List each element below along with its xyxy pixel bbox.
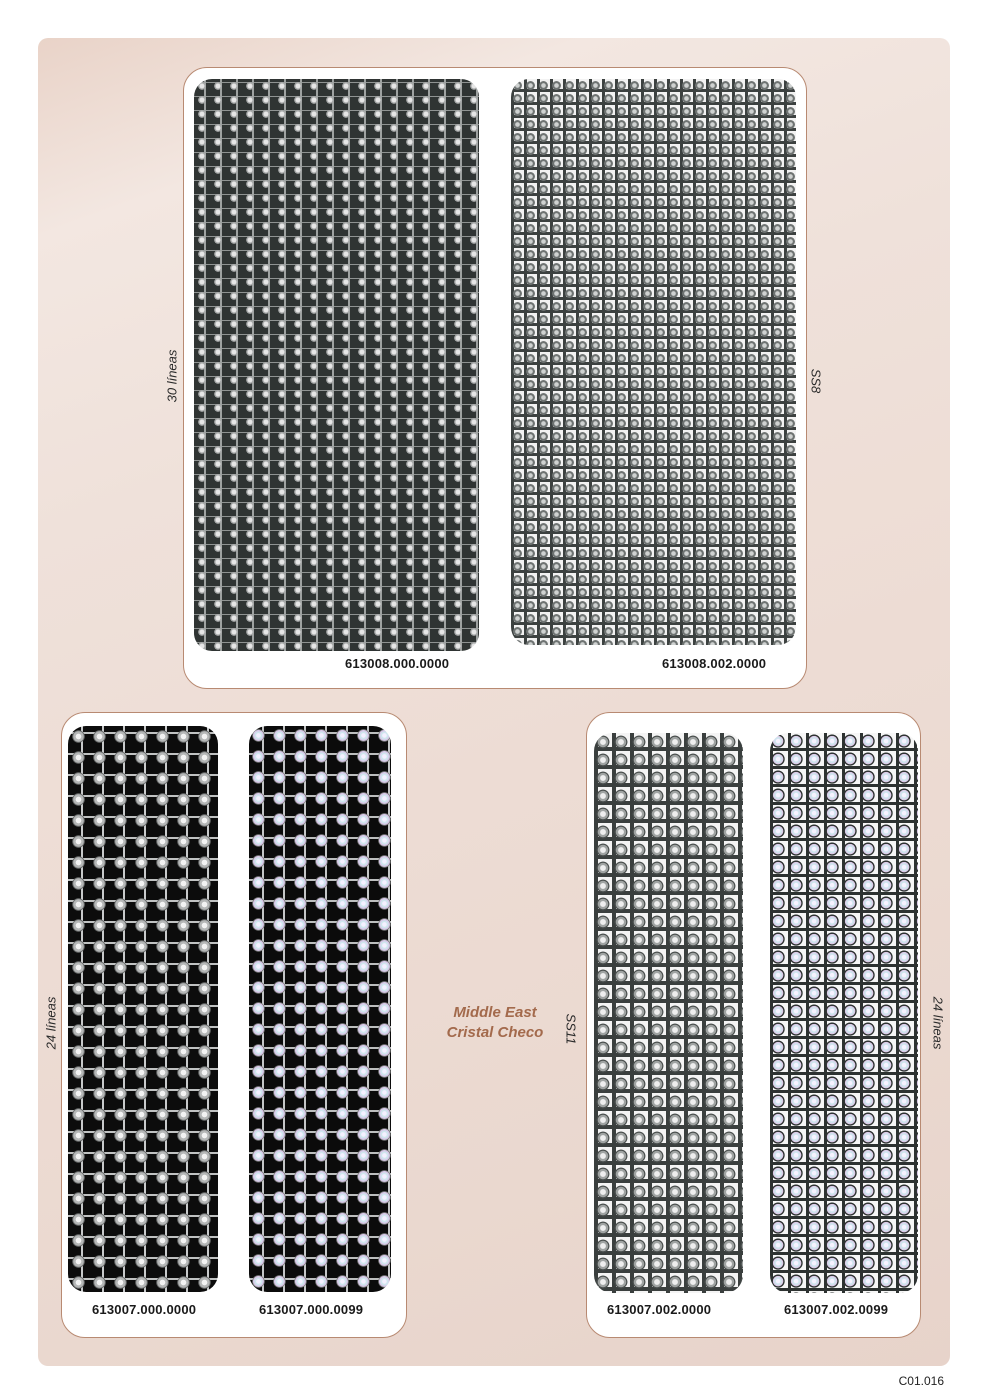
stone-size-label: SS11 xyxy=(563,1013,579,1045)
product-code: 613008.000.0000 xyxy=(345,656,450,671)
swatch-613007-000-0099[interactable] xyxy=(249,726,391,1292)
stone-size-label: SS8 xyxy=(808,368,824,394)
swatch-613007-002-0000[interactable] xyxy=(594,733,743,1293)
collection-title xyxy=(420,1003,570,1043)
line-count-label: 30 líneas xyxy=(164,349,180,403)
product-code: 613007.002.0000 xyxy=(607,1302,712,1317)
swatch-613007-002-0099[interactable] xyxy=(770,733,918,1293)
swatch-613008-000-0000[interactable] xyxy=(194,79,479,651)
product-code: 613007.000.0099 xyxy=(259,1302,364,1317)
collection-title-line2: Cristal Checo xyxy=(446,1024,544,1041)
page-number: C01.016 xyxy=(898,1374,944,1388)
product-code: 613007.002.0099 xyxy=(784,1302,889,1317)
line-count-label: 24 líneas xyxy=(43,996,59,1050)
swatch-613008-002-0000[interactable] xyxy=(511,79,796,645)
line-count-label: 24 líneas xyxy=(930,996,946,1050)
collection-title-line1: Middle East xyxy=(453,1004,537,1021)
product-code: 613007.000.0000 xyxy=(92,1302,197,1317)
product-code: 613008.002.0000 xyxy=(662,656,767,671)
swatch-613007-000-0000[interactable] xyxy=(68,726,218,1292)
